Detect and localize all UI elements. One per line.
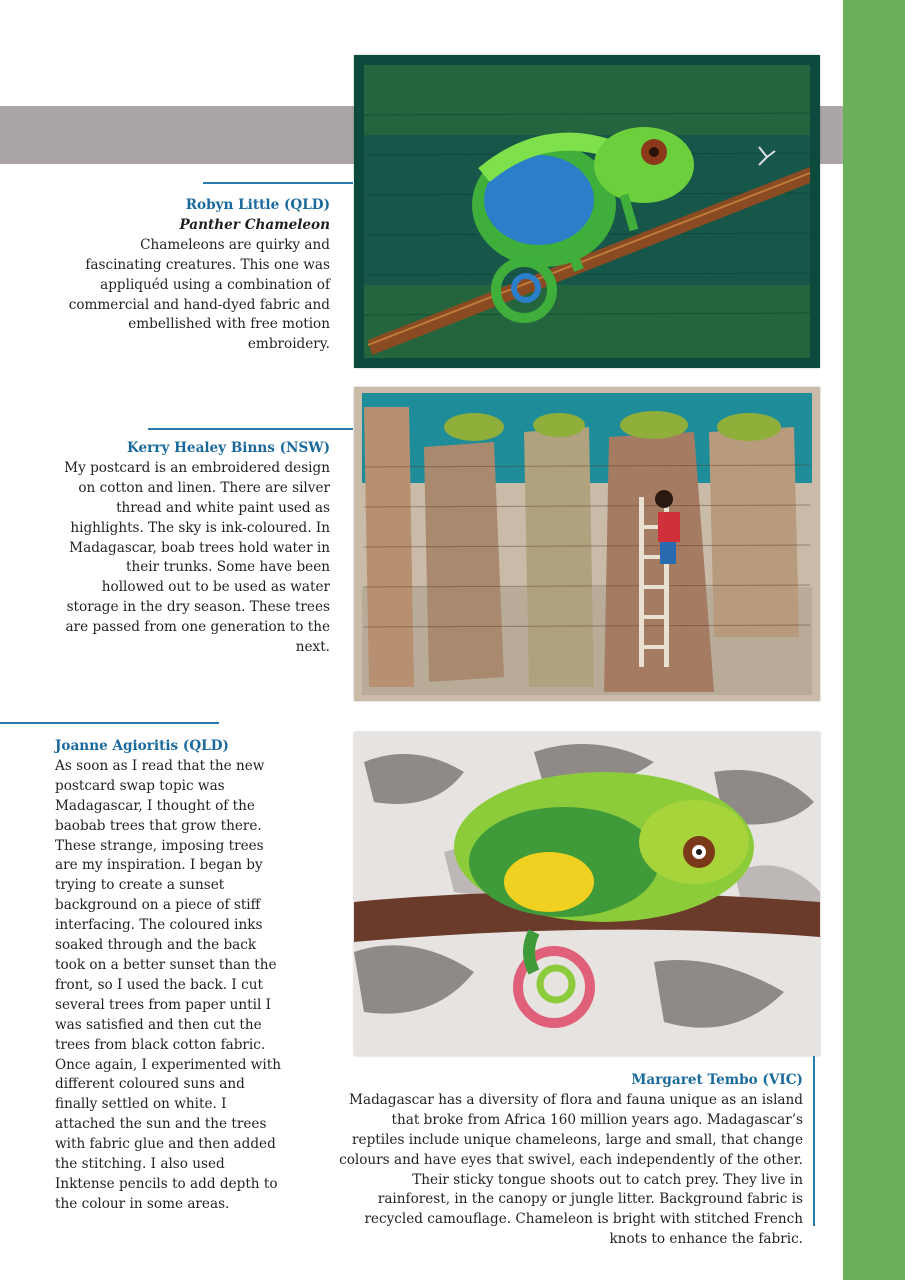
artwork-description: Madagascar has a diversity of flora and fauna unique as an island that broke from Africa 160 million years ago. Madagascar’s reptiles include unique chameleons, large and small, that change colours and have eyes that swivel, each independently of the other. Their sticky tongue shoots out to catch prey. They live in rainforest, in the canopy or jungle litter. Background fabric is recycled camouflage. Chameleon is bright with stitched French knots to enhance the fabric. <box>339 1091 803 1248</box>
caption-margaret-tembo <box>338 1071 803 1250</box>
artist-name: Joanne Agioritis (QLD) <box>55 738 229 754</box>
artist-name: Kerry Healey Binns (NSW) <box>126 440 330 456</box>
side-accent-strip <box>843 0 905 1280</box>
caption-kerry-healey-binns <box>62 439 330 658</box>
divider-rule-kerry <box>148 428 353 430</box>
artwork-description: My postcard is an embroidered design on cotton and linen. There are silver thread and white paint used as highlights. The sky is ink-coloured. In Madagascar, boab trees hold water in their trunks. Some have been hollowed out to be used as water storage in the dry season. These trees are passed from one generation to the next. <box>64 459 330 656</box>
photo-panther-chameleon <box>354 55 820 368</box>
caption-joanne-agioritis <box>55 737 287 1215</box>
photo-camouflage-chameleon <box>354 732 820 1056</box>
artist-name: Margaret Tembo (VIC) <box>631 1072 803 1088</box>
divider-rule-joanne <box>0 722 219 724</box>
photo-baobab-trees <box>354 387 820 701</box>
artwork-description: As soon as I read that the new postcard swap topic was Madagascar, I thought of the baobab trees that grow there. These strange, imposing trees are my inspiration. I began by trying to create a sunset background on a piece of stiff interfacing. The coloured inks soaked through and the back took on a better sunset than the front, so I used the back. I cut several trees from paper until I was satisfied and then cut the trees from black cotton fabric. Once again, I experimented with different coloured suns and finally settled on white. I attached the sun and the trees with fabric glue and then added the stitching. I also used Inktense pencils to add depth to the colour in some areas. <box>55 757 281 1212</box>
artwork-title: Panther Chameleon <box>179 216 330 233</box>
artist-name: Robyn Little (QLD) <box>185 197 330 213</box>
artwork-description: Chameleons are quirky and fascinating creatures. This one was appliquéd using a combination of commercial and hand-dyed fabric and embellished with free motion embroidery. <box>68 236 330 353</box>
divider-rule-robyn <box>203 182 353 184</box>
caption-robyn-little <box>60 196 330 355</box>
divider-vertical-margaret <box>813 1056 815 1226</box>
